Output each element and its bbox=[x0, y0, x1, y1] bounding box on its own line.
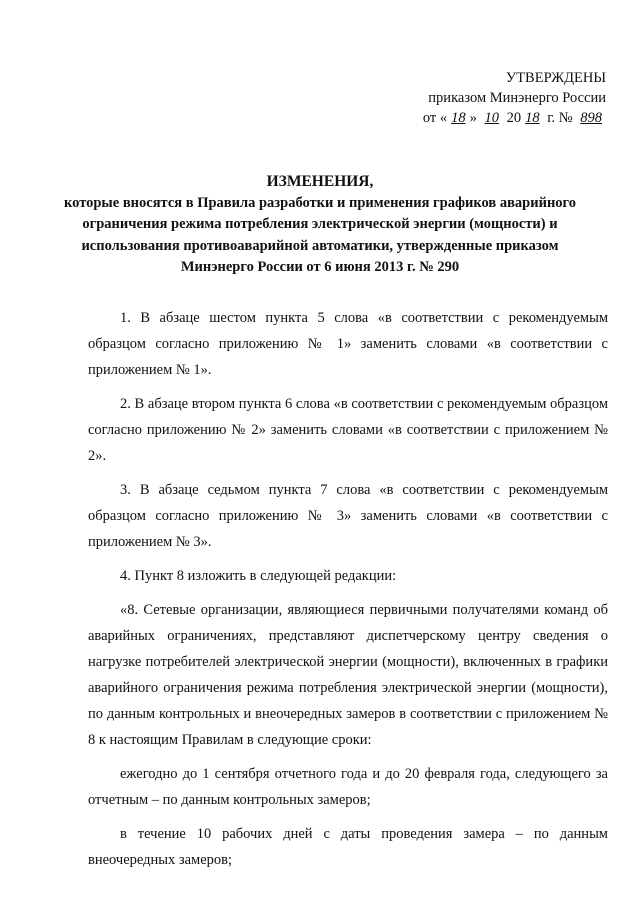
paragraph-7: в течение 10 рабочих дней с даты проведения замера – по данным внеочередных замеров; bbox=[88, 826, 608, 868]
document-heading bbox=[40, 171, 600, 279]
heading-line: которые вносятся в Правила разработки и применения графиков аварийного bbox=[63, 194, 577, 211]
handwritten-year: 18 bbox=[525, 110, 540, 126]
heading-line: использования противоаварийной автоматики, утвержденные приказом bbox=[81, 237, 559, 254]
paragraph-5: «8. Сетевые организации, являющиеся первичными получателями команд об аварийных ограничениях, представляют диспетчерскому центру сведения о нагрузке потребителей электрической энергии (мощности), включенных в графики аварийного ограничения режима потребления электрической энергии (мощности), по данным контрольных и внеочередных замеров в соответствии с приложением № 8 к настоящим Правилам в следующие сроки: bbox=[88, 602, 608, 748]
handwritten-month: 10 bbox=[484, 110, 499, 126]
heading-line: ограничения режима потребления электрической энергии (мощности) и bbox=[82, 216, 558, 232]
approval-title: УТВЕРЖДЕНЫ bbox=[505, 70, 606, 86]
handwritten-number: 898 bbox=[580, 110, 602, 126]
heading-line: Минэнерго России от 6 июня 2013 г. № 290 bbox=[180, 259, 460, 275]
paragraph-2: 2. В абзаце втором пункта 6 слова «в соответствии с рекомендуемым образцом согласно приложению № 2» заменить словами «в соответствии с приложением № 2». bbox=[88, 396, 608, 464]
year-prefix: 20 bbox=[502, 110, 522, 126]
paragraph-3: 3. В абзаце седьмом пункта 7 слова «в соответствии с рекомендуемым образцом согласно приложению № 3» заменить словами «в соответствии с приложением № 3». bbox=[88, 482, 608, 550]
number-prefix: г. № bbox=[543, 110, 577, 126]
approval-date-line bbox=[423, 108, 606, 128]
paragraph-6: ежегодно до 1 сентября отчетного года и до 20 февраля года, следующего за отчетным – по данным контрольных замеров; bbox=[88, 766, 608, 808]
approval-block bbox=[423, 68, 606, 128]
date-prefix: от « bbox=[422, 110, 448, 126]
heading-title: ИЗМЕНЕНИЯ, bbox=[266, 173, 374, 190]
handwritten-day: 18 bbox=[451, 110, 466, 126]
date-separator: » bbox=[469, 110, 481, 126]
document-body bbox=[88, 305, 608, 881]
approval-order-line: приказом Минэнерго России bbox=[428, 90, 606, 106]
paragraph-1: 1. В абзаце шестом пункта 5 слова «в соответствии с рекомендуемым образцом согласно приложению № 1» заменить словами «в соответствии с приложением № 1». bbox=[88, 310, 608, 378]
paragraph-4: 4. Пункт 8 изложить в следующей редакции: bbox=[120, 568, 397, 584]
